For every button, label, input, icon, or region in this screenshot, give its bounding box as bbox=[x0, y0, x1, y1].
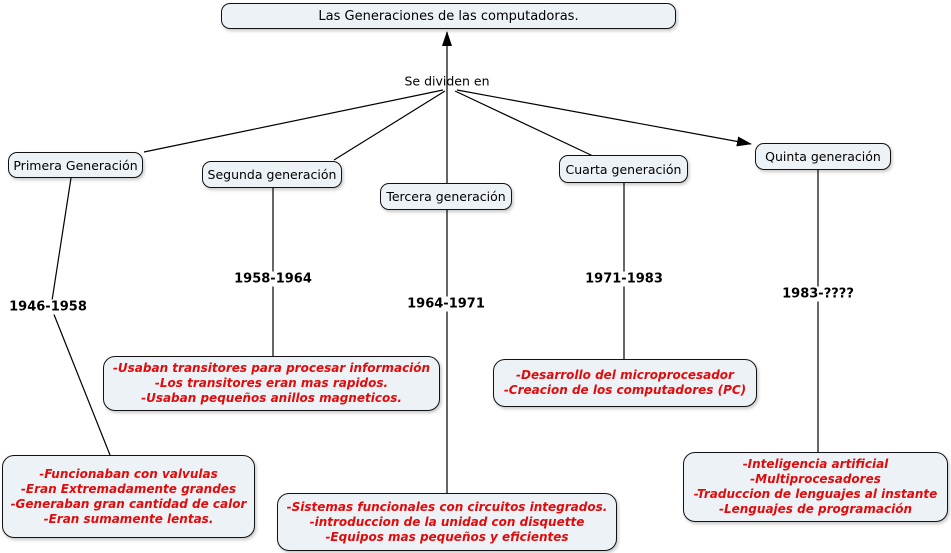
feature-line: -Generaban gran cantidad de calor bbox=[10, 496, 247, 511]
feature-line: -Sistemas funcionales con circuitos integrados. bbox=[286, 499, 608, 514]
concept-node-quinta-generacion[interactable]: Quinta generación bbox=[755, 143, 891, 170]
concept-node-cuarta-generacion[interactable]: Cuarta generación bbox=[559, 155, 688, 183]
feature-line: -Los transitores eran mas rapidos. bbox=[154, 376, 389, 390]
link-label-se-dividen-en[interactable]: Se dividen en bbox=[404, 73, 490, 89]
feature-line: -Lenguajes de programación bbox=[719, 502, 912, 516]
desc-node-cuarta[interactable] bbox=[493, 359, 757, 407]
date-label-cuarta[interactable]: 1971-1983 bbox=[585, 271, 663, 287]
desc-node-tercera[interactable] bbox=[277, 493, 617, 551]
feature-line: -Usaban pequeños anillos magneticos. bbox=[141, 391, 402, 405]
feature-line: -Usaban transitores para procesar información bbox=[112, 361, 431, 375]
concept-node-primera-generacion[interactable]: Primera Generación bbox=[8, 152, 143, 178]
feature-line: -Traduccion de lenguajes al instante bbox=[693, 487, 938, 501]
desc-node-primera[interactable] bbox=[2, 455, 255, 538]
feature-line: -Creacion de los computadores (PC) bbox=[503, 383, 747, 397]
concept-node-title[interactable]: Las Generaciones de las computadoras. bbox=[221, 3, 676, 29]
desc-node-quinta[interactable] bbox=[683, 452, 948, 522]
link-line-fan-primera bbox=[144, 90, 443, 152]
concept-node-segunda-generacion[interactable]: Segunda generación bbox=[202, 161, 342, 188]
feature-line: -Inteligencia artificial bbox=[742, 457, 889, 471]
feature-line: -Desarrollo del microprocesador bbox=[516, 368, 734, 382]
date-label-tercera[interactable]: 1964-1971 bbox=[407, 296, 485, 312]
feature-line: -Funcionaban con valvulas bbox=[39, 466, 218, 481]
date-label-segunda[interactable]: 1958-1964 bbox=[234, 271, 312, 287]
link-line-primera-desc bbox=[51, 178, 110, 455]
date-label-primera[interactable]: 1946-1958 bbox=[9, 299, 87, 315]
feature-line: -Eran Extremadamente grandes bbox=[20, 481, 237, 496]
feature-line: -Multiprocesadores bbox=[750, 472, 881, 486]
link-line-fan-quinta-arrow bbox=[457, 90, 751, 144]
desc-node-segunda[interactable] bbox=[103, 356, 440, 411]
concept-node-tercera-generacion[interactable]: Tercera generación bbox=[380, 183, 512, 210]
feature-line: -Equipos mas pequeños y eficientes bbox=[325, 529, 569, 544]
feature-line: -introduccion de la unidad con disquette bbox=[309, 514, 585, 529]
feature-line: -Eran sumamente lentas. bbox=[43, 511, 214, 526]
link-line-fan-cuarta bbox=[455, 91, 593, 156]
date-label-quinta[interactable]: 1983-???? bbox=[782, 286, 854, 302]
